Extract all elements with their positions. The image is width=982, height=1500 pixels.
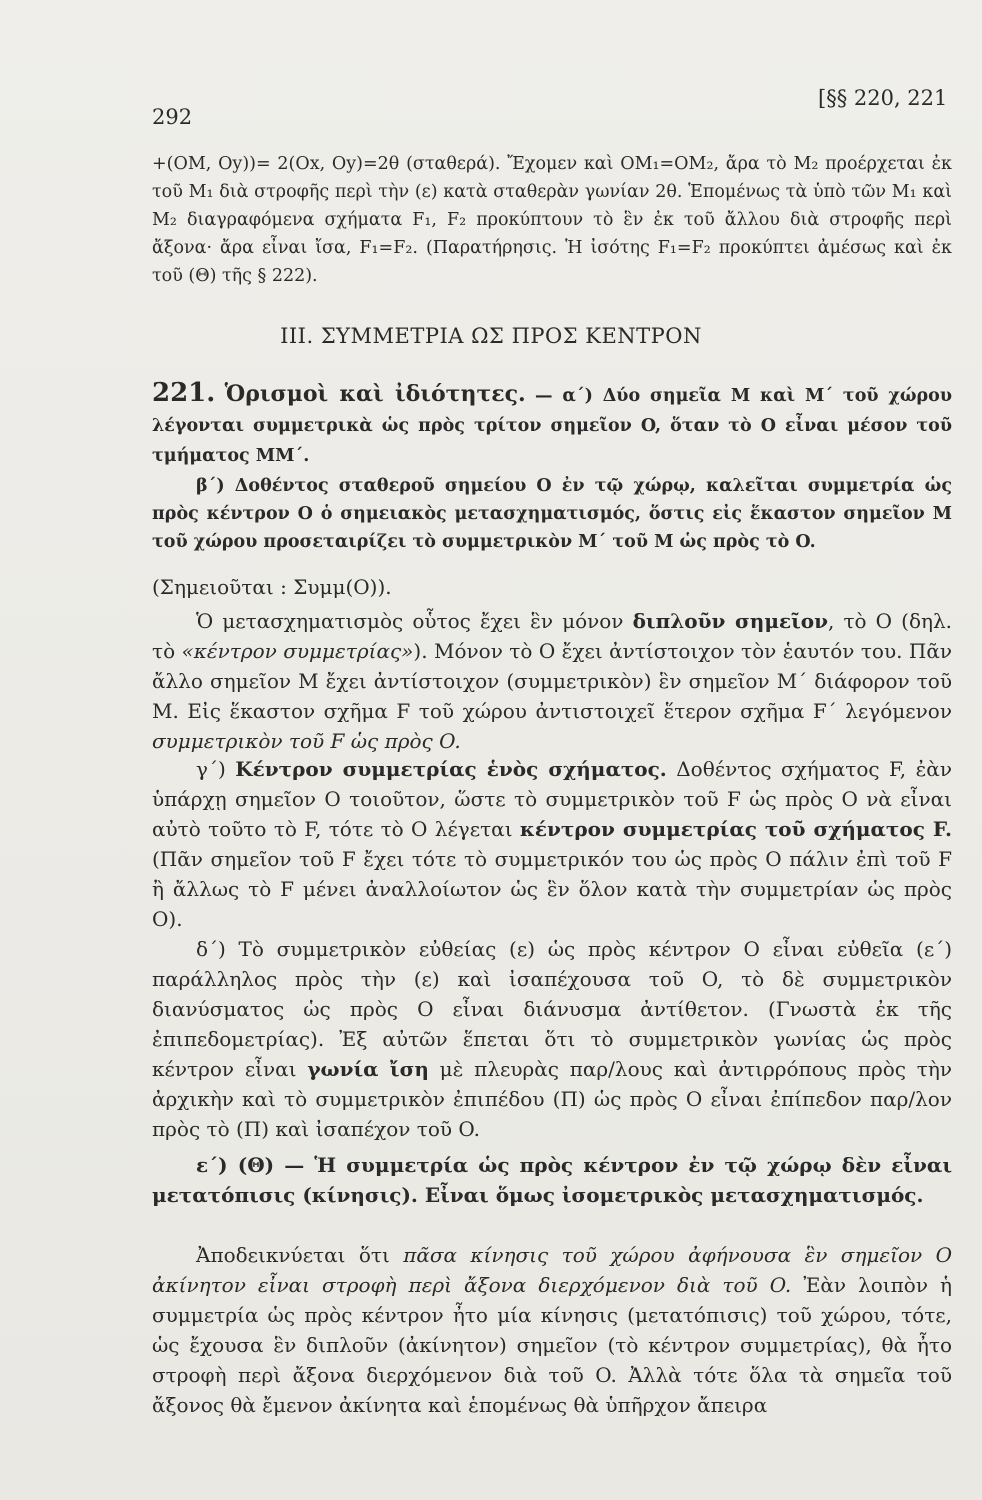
page-number: 292 <box>152 105 193 129</box>
center-of-symmetry-term: «κέντρον συμμετρίας» <box>181 639 414 663</box>
proof-text-c: Ἐὰν λοιπὸν ἡ συμμετρία ὡς πρὸς κέντρον ἦτο μία κίνησις (μετατόπισις) τοῦ χώρου, τότε, ὡς ἔχουσα ἓν διπλοῦν (ἀκίνητον) σημεῖον (τὸ κέντρον συμμετρίας), θὰ ἦτο στροφὴ περὶ ἄξονα διερχόμενον διὰ τοῦ O. Ἀλλὰ τότε ὅλα τὰ σημεῖα τοῦ ἄξονος θὰ ἔμενον ἀκίνητα καὶ ἑπομένως θὰ ὑπῆρχον ἄπειρα <box>152 1273 952 1417</box>
alpha-definition: — α΄) Δύο σημεῖα M καὶ M΄ τοῦ χώρου λέγονται συμμετρικὰ ὡς πρὸς τρίτον σημεῖον O, ὅταν τὸ O εἶναι μέσον τοῦ τμήματος MM΄. <box>152 386 952 466</box>
delta-paragraph <box>152 934 952 1144</box>
intro-paragraph: +(OM, Oy))= 2(Ox, Oy)=2θ (σταθερά). Ἔχομεν καὶ OM₁=OM₂, ἄρα τὸ M₂ προέρχεται ἐκ τοῦ M₁ διὰ στροφῆς περὶ τὴν (ε) κατὰ σταθερὰν γωνίαν 2θ. Ἑπομένως τὰ ὑπὸ τῶν M₁ καὶ M₂ διαγραφόμενα σχήματα F₁, F₂ προκύπτουν τὸ ἓν ἐκ τοῦ ἄλλου διὰ στροφῆς περὶ ἄξονα· ἄρα εἶναι ἴσα, F₁=F₂. (Παρατήρησις. Ἡ ἰσότης F₁=F₂ προκύπτει ἀμέσως καὶ ἐκ τοῦ (Θ) τῆς § 222). <box>152 154 952 286</box>
proof-text-a: Ἀποδεικνύεται ὅτι <box>196 1243 404 1267</box>
gamma-text-a: Δοθέντος σχήματος F, ἐὰν ὑπάρχῃ σημεῖον O τοιοῦτον, ὥστε τὸ συμμετρικὸν τοῦ F ὡς πρὸς O νὰ εἶναι αὐτὸ τοῦτο τὸ F, τότε τὸ O λέγεται <box>152 757 952 841</box>
gamma-bold-term: κέντρον συμμετρίας τοῦ σχήματος F. <box>519 817 952 841</box>
delta-text-a: δ΄) Τὸ συμμετρικὸν εὐθείας (ε) ὡς πρὸς κέντρον O εἶναι εὐθεῖα (ε΄) παράλληλος πρὸς τὴν (ε) καὶ ἰσαπέχουσα τοῦ O, τὸ δὲ συμμετρικὸν διανύσματος ὡς πρὸς O εἶναι διάνυσμα ἀντίθετον. (Γνωστὰ ἐκ τῆς ἐπιπεδομετρίας). Ἐξ αὐτῶν ἕπεται ὅτι τὸ συμμετρικὸν γωνίας ὡς πρὸς κέντρον εἶναι <box>152 937 952 1081</box>
beta-definition: β΄) Δοθέντος σταθεροῦ σημείου O ἐν τῷ χώρῳ, καλεῖται συμμετρία ὡς πρὸς κέντρον O ὁ σημειακὸς μετασχηματισμός, ὅστις εἰς ἕκαστον σημεῖον M τοῦ χώρου προσεταιρίζει τὸ συμμετρικὸν M΄ τοῦ M ὡς πρὸς τὸ O. <box>152 476 952 552</box>
gamma-text-c: (Πᾶν σημεῖον τοῦ F ἔχει τότε τὸ συμμετρικόν του ὡς πρὸς O πάλιν ἐπὶ τοῦ F ἢ ἄλλως τὸ F μένει ἀναλλοίωτον ὡς ἓν ὅλον κατὰ τὴν συμμετρίαν ὡς πρὸς O). <box>152 847 952 931</box>
proof-paragraph <box>152 1240 952 1420</box>
equal-angle-term: γωνία ἴση <box>307 1057 429 1081</box>
beta2-text-a: Ὁ μετασχηματισμὸς οὗτος ἔχει ἓν μόνον <box>196 609 633 633</box>
section-reference: [§§ 220, 221 <box>818 86 948 110</box>
beta2-text-e: ). Μόνον τὸ O ἔχει ἀντίστοιχον τὸν ἑαυτόν του. Πᾶν ἄλλο σημεῖον M ἔχει ἀντίστοιχον (συμμετρικὸν) ἓν σημεῖον M΄ διάφορον τοῦ M. Εἰς ἕκαστον σχῆμα F τοῦ χώρου ἀντιστοιχεῖ ἕτερον σχῆμα F΄ λεγόμενον <box>152 639 952 723</box>
gamma-title: Κέντρον συμμετρίας ἑνὸς σχήματος. <box>235 757 667 781</box>
delta-text-c: μὲ πλευρὰς παρ/λους καὶ ἀντιρρόπους πρὸς τὴν ἀρχικὴν καὶ τὸ συμμετρικὸν ἐπιπέδου (Π) ὡς πρὸς O εἶναι ἐπίπεδον παρ/λον πρὸς τὸ (Π) καὶ ἰσαπέχον τοῦ O. <box>152 1057 952 1141</box>
gamma-paragraph <box>152 754 952 934</box>
beta-paragraph <box>152 606 952 756</box>
article-title: Ὁρισμοὶ καὶ ἰδιότητες. <box>224 381 526 407</box>
gamma-label: γ΄) <box>196 757 236 781</box>
section-title: III. ΣΥΜΜΕΤΡΙΑ ΩΣ ΠΡΟΣ ΚΕΝΤΡΟΝ <box>280 324 702 348</box>
symmetric-figure-term: συμμετρικὸν τοῦ F ὡς πρὸς O. <box>152 729 461 753</box>
article-alpha-paragraph <box>152 378 952 471</box>
double-point-term: διπλοῦν σημεῖον <box>632 609 829 633</box>
rotation-theorem: πᾶσα κίνησις τοῦ χώρου ἀφήνουσα ἓν σημεῖον O ἀκίνητον εἶναι στροφὴ περὶ ἄξονα διερχόμενον διὰ τοῦ O. <box>152 1243 952 1297</box>
beta2-text-c: , τὸ O (δηλ. τὸ <box>152 609 953 663</box>
beta-note: (Σημειοῦται : Συμμ(O)). <box>152 575 392 599</box>
epsilon-theorem: ε΄) (Θ) — Ἡ συμμετρία ὡς πρὸς κέντρον ἐν τῷ χώρῳ δὲν εἶναι μετατόπισις (κίνησις). Εἶναι ὅμως ἰσομετρικὸς μετασχηματισμός. <box>152 1153 952 1207</box>
article-number: 221. <box>152 378 216 408</box>
